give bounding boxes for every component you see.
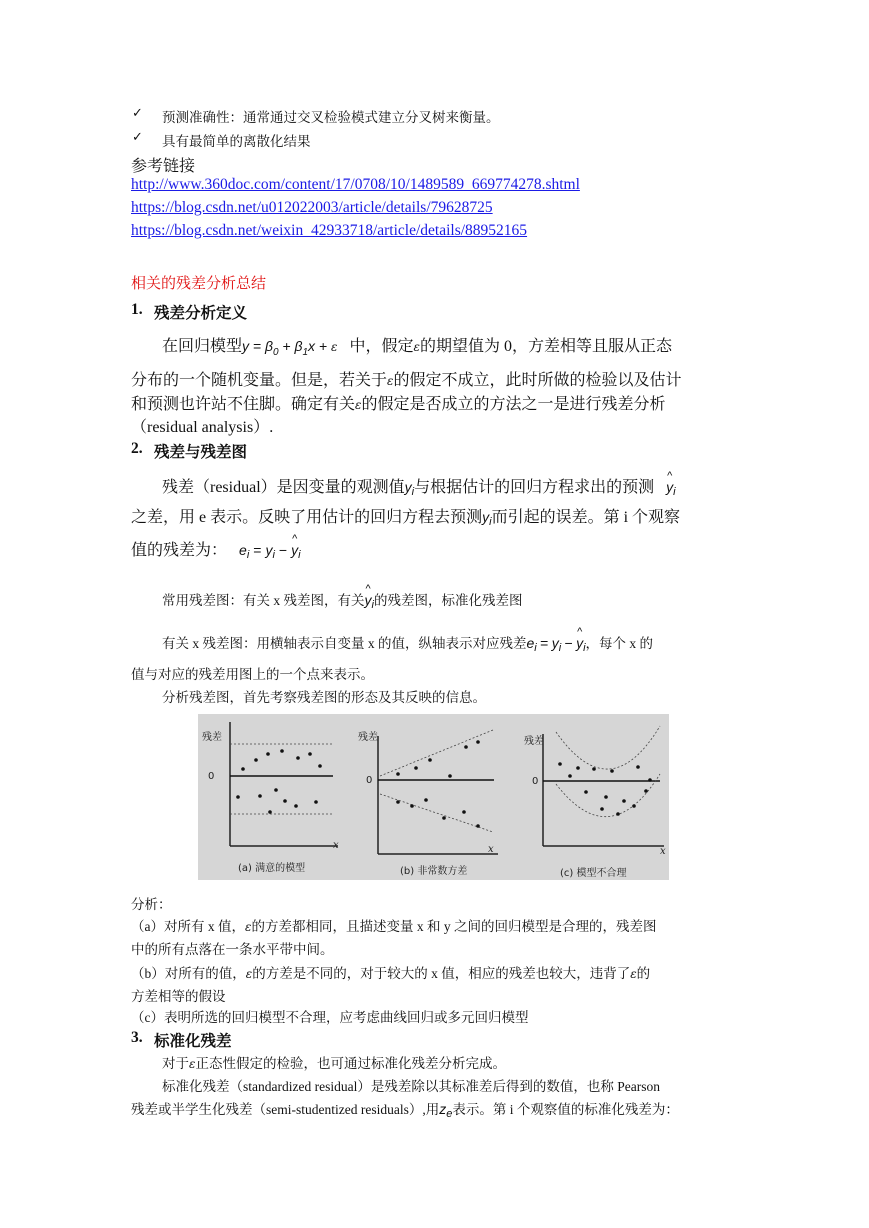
axis-label-y: 残差 [524, 736, 544, 747]
paragraph-line: 之差，用 e 表示。反映了用估计的回归方程去预测yi而引起的误差。第 i 个观察 [131, 509, 681, 528]
analysis-label: 分析： [131, 897, 172, 912]
paragraph-line: 分析残差图，首先考察残差图的形态及其反映的信息。 [162, 690, 486, 705]
paragraph-line: 有关 x 残差图：用横轴表示自变量 x 的值，纵轴表示对应残差$e_i = y_i$ − ^ $y_i$，每个 x 的 [162, 632, 653, 654]
panel-caption: (b) 非常数方差 [400, 866, 468, 877]
paragraph-line: 残差（residual）是因变量的观测值yi与根据估计的回归方程求出的预测 ^ yi [162, 474, 676, 498]
paragraph-line: （c）表明所选的回归模型不合理，应考虑曲线回归或多元回归模型 [131, 1010, 529, 1025]
section-number: 1. [131, 301, 143, 318]
axis-label-x: x [660, 846, 666, 857]
references-heading: 参考链接 [131, 156, 196, 175]
axis-label-y: 残差 [202, 732, 222, 743]
section-number: 2. [131, 440, 143, 457]
bullet-text: 预测准确性：通常通过交叉检验模式建立分叉树来衡量。 [162, 110, 500, 125]
residual-plots-svg [198, 714, 669, 880]
axis-zero-label: 0 [208, 771, 215, 782]
paragraph-line: 对于ε正态性假定的检验，也可通过标准化残差分析完成。 [162, 1056, 506, 1071]
paragraph-line: 残差或半学生化残差（semi-studentized residuals）,用$z_e$表示。第 i 个观察值的标准化残差为： [131, 1101, 679, 1120]
paragraph-line: （a）对所有 x 值，ε的方差都相同，且描述变量 x 和 y 之间的回归模型是合理的，残差图 [131, 919, 657, 934]
section-heading: 残差与残差图 [154, 443, 248, 461]
paragraph-line: 分布的一个随机变量。但是，若关于ε的假定不成立，此时所做的检验以及估计 [131, 372, 682, 389]
paragraph-line: 标准化残差（standardized residual）是残差除以其标准差后得到的数值，也称 Pearson [162, 1079, 660, 1094]
paragraph-line: 方差相等的假设 [131, 989, 226, 1004]
paragraph-line: 和预测也许站不住脚。确定有关ε的假定是否成立的方法之一是进行残差分析 [131, 396, 666, 413]
checkmark-icon: ✓ [132, 106, 143, 121]
axis-zero-label: 0 [366, 775, 373, 786]
paragraph-line: 在回归模型$y = \beta_0 + \beta_1x + \varepsilon$ 中，假定ε的期望值为 0，方差相等且服从正态 [162, 338, 672, 358]
checkmark-icon: ✓ [132, 130, 143, 145]
section-number: 3. [131, 1029, 143, 1046]
panel-caption: (a) 满意的模型 [238, 863, 306, 874]
paragraph-line: （b）对所有的值，ε的方差是不同的，对于较大的 x 值，相应的残差也较大，违背了ε的 [131, 966, 651, 981]
section-heading: 标准化残差 [154, 1032, 232, 1050]
regression-formula: $y = \beta_0 + \beta_1x + \varepsilon$ [242, 338, 338, 358]
section-title: 相关的残差分析总结 [131, 274, 267, 292]
residual-formula: ei = yi − ^ yi [239, 542, 301, 559]
panel-caption: (c) 模型不合理 [560, 868, 627, 879]
reference-link[interactable]: http://www.360doc.com/content/17/0708/10/1489589_669774278.shtml [131, 176, 580, 193]
residual-plots-figure [198, 714, 669, 880]
axis-label-x: x [488, 844, 494, 855]
axis-label-x: x [333, 840, 339, 851]
paragraph-line: 中的所有点落在一条水平带中间。 [131, 942, 334, 957]
reference-link[interactable]: https://blog.csdn.net/u012022003/article/details/79628725 [131, 199, 493, 216]
paragraph-line: （residual analysis）. [131, 419, 274, 436]
reference-link[interactable]: https://blog.csdn.net/weixin_42933718/article/details/88952165 [131, 222, 528, 239]
paragraph-line: 常用残差图：有关 x 残差图，有关^ $y_i$的残差图，标准化残差图 [162, 589, 522, 611]
axis-zero-label: 0 [532, 776, 539, 787]
paragraph-line: 值的残差为： ei = yi − ^ yi [131, 537, 301, 561]
section-heading: 残差分析定义 [154, 304, 248, 322]
axis-label-y: 残差 [358, 732, 378, 743]
bullet-text: 具有最简单的离散化结果 [162, 134, 311, 149]
paragraph-line: 值与对应的残差用图上的一个点来表示。 [131, 667, 374, 682]
